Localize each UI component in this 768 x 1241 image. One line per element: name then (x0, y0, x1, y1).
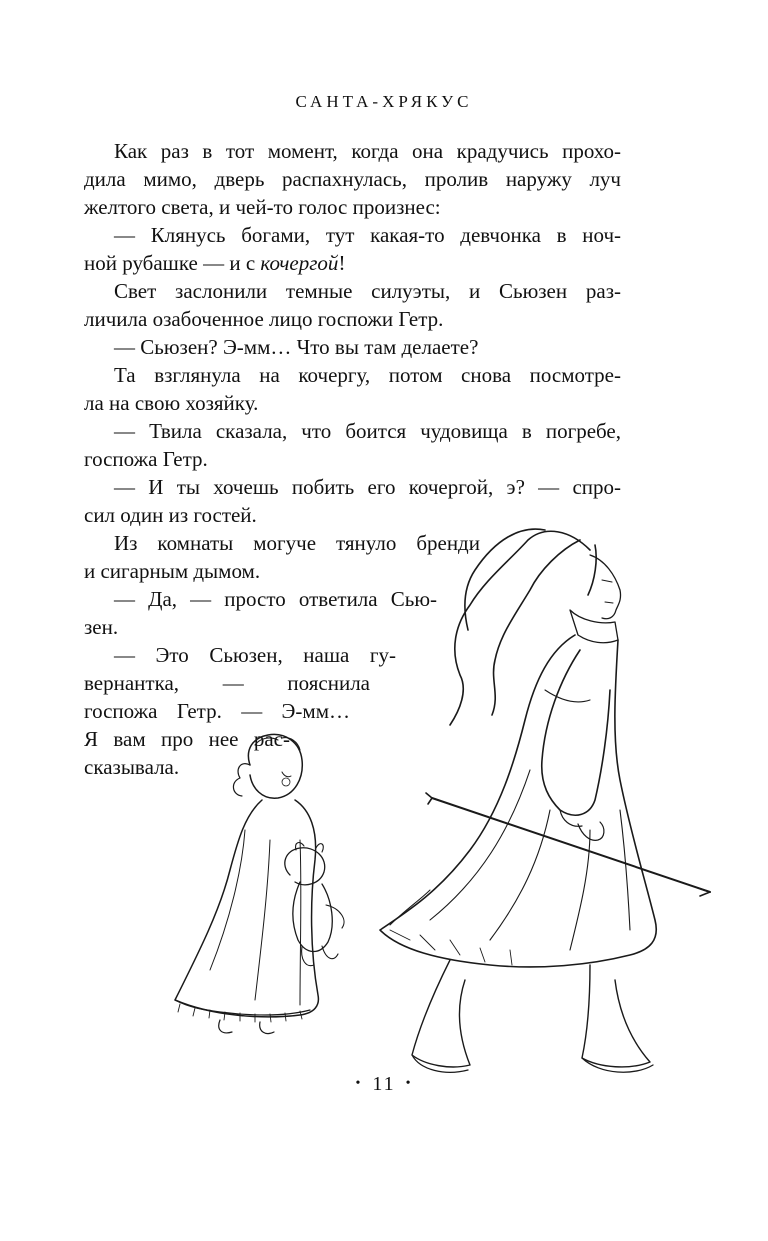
text-line: — Сьюзен? Э-мм… Что вы там делаете? (114, 335, 479, 359)
girl-figure (175, 734, 344, 1033)
text-line: сказывала. (84, 755, 180, 779)
text-line: желтого света, и чей-то голос произнес: (84, 195, 441, 219)
illustration (150, 510, 730, 1110)
woman-figure (380, 529, 656, 1072)
running-head: САНТА-ХРЯКУС (295, 92, 473, 111)
page-number (0, 1073, 768, 1096)
text-line: вернантка, — пояснила (84, 671, 370, 695)
text-line: — Клянусь богами, тут какая-то девчонка в ноч- (114, 223, 621, 247)
text-line: — Это Сьюзен, наша гу- (114, 643, 396, 667)
text-run: ной рубашке — и с (84, 251, 261, 275)
text-line: госпожа Гетр. (84, 447, 208, 471)
poker (426, 793, 710, 896)
text-line: госпожа Гетр. — Э-мм… (84, 699, 350, 723)
text-line: Как раз в тот момент, когда она крадучись прохо- (114, 139, 621, 163)
text-line: — Твила сказала, что боится чудовища в погребе, (114, 419, 621, 443)
text-line: Из комнаты могуче тянуло бренди (114, 531, 480, 555)
text-line: зен. (84, 615, 119, 639)
text-line: — И ты хочешь побить его кочергой, э? — спро- (114, 475, 621, 499)
text-line: и сигарным дымом. (84, 559, 261, 583)
text-line: личила озабоченное лицо госпожи Гетр. (84, 307, 444, 331)
folio-bullet: • (355, 1076, 363, 1091)
text-line: дила мимо, дверь распахнулась, пролив наружу луч (84, 167, 621, 191)
text-line: Я вам про нее рас- (84, 727, 290, 751)
text-line: — Да, — просто ответила Сью- (114, 587, 437, 611)
text-run: ! (338, 251, 346, 275)
page-number-value: 11 (372, 1073, 396, 1095)
emphasis-text: кочергой (260, 251, 339, 275)
text-line: ла на свою хозяйку. (84, 391, 259, 415)
text-line: сил один из гостей. (84, 503, 257, 527)
text-line: Свет заслонили темные силуэты, и Сьюзен раз- (114, 279, 621, 303)
text-line (84, 249, 345, 277)
folio-bullet: • (405, 1076, 413, 1091)
text-line: Та взглянула на кочергу, потом снова посмотре- (114, 363, 621, 387)
